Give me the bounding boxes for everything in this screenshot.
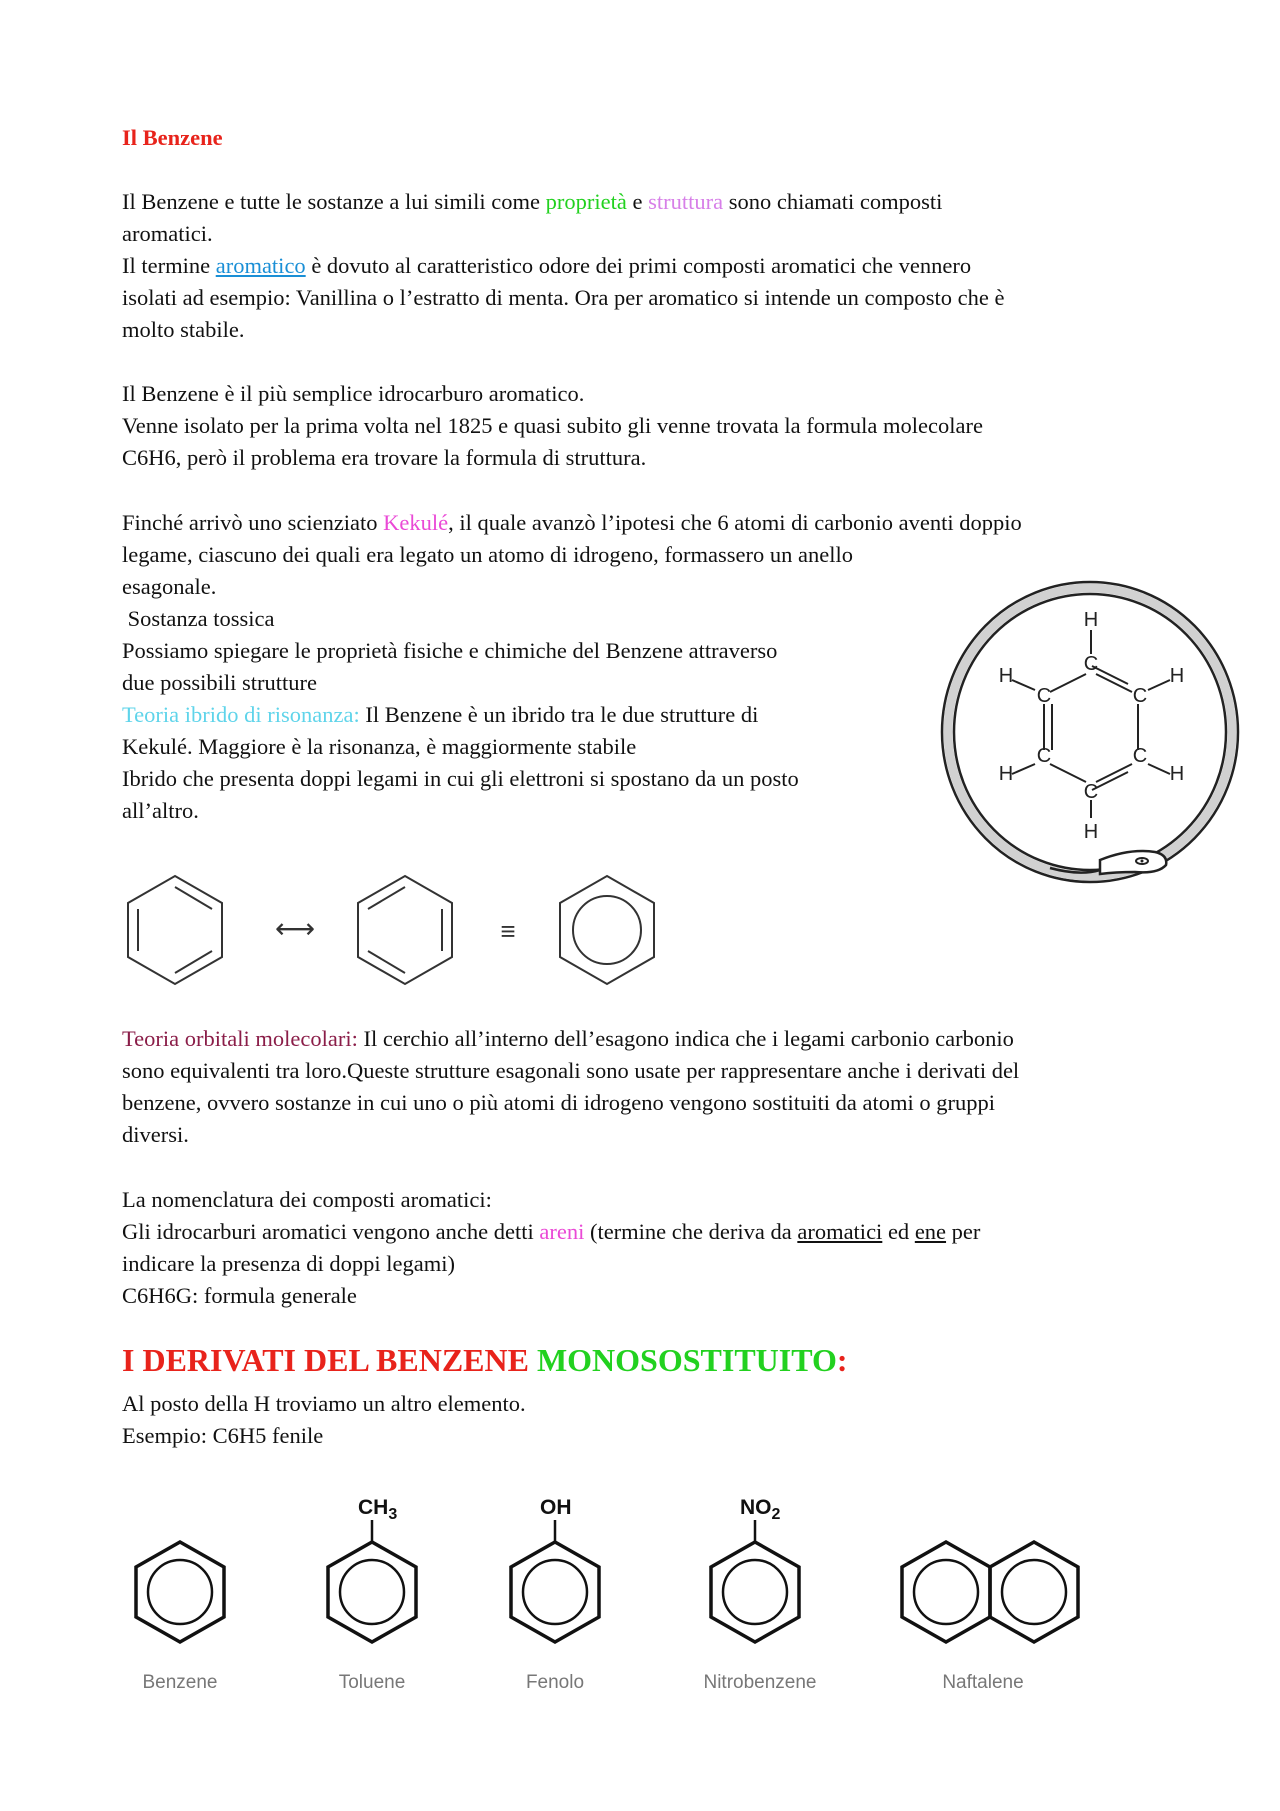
underline-ene: ene: [914, 1219, 947, 1244]
hybrid-structure: [560, 876, 654, 984]
label-nitrobenzene: Nitrobenzene: [703, 1672, 817, 1693]
underline-aromatici: aromatici: [797, 1219, 883, 1244]
label-benzene: Benzene: [142, 1672, 218, 1693]
paragraph-simplest-line2: Venne isolato per la prima volta nel 1825 e quasi subito gli venne trovata la formula molecolare: [122, 413, 983, 438]
paragraph-kekule-line1: Finché arrivò uno scienziato Kekulé, il quale avanzò l’ipotesi che 6 atomi di carbonio aventi doppio: [122, 510, 1022, 535]
atom-h-top: H: [1083, 609, 1099, 631]
resonance-arrow: ⟷: [274, 913, 316, 944]
atom-h-upper-left: H: [998, 665, 1014, 687]
highlight-teoria-orbitali: Teoria orbitali molecolari:: [122, 1026, 358, 1051]
label-toluene: Toluene: [338, 1672, 406, 1693]
paragraph-term-line3: molto stabile.: [122, 317, 245, 342]
kekule-structure-2: [358, 876, 452, 984]
paragraph-aromatic-line2: aromatici.: [122, 221, 213, 246]
paragraph-orbitals-line3: benzene, ovvero sostanze in cui uno o più atomi di idrogeno vengono sostituiti da atomi o gruppi: [122, 1090, 995, 1115]
fenolo-structure: [511, 1520, 599, 1642]
toluene-substituent: $CH_3$: [358, 1496, 398, 1523]
ouroboros-kekule-figure: [930, 570, 1255, 905]
paragraph-resonance-line1: Teoria ibrido di risonanza: Il Benzene è un ibrido tra le due strutture di: [122, 702, 759, 727]
atom-c-top: C: [1083, 653, 1099, 675]
link-aromatico[interactable]: aromatico: [215, 253, 306, 278]
atom-c-upper-right: C: [1132, 685, 1148, 707]
paragraph-resonance-line3: Ibrido che presenta doppi legami in cui gli elettroni si spostano da un posto: [122, 766, 799, 791]
highlight-struttura: struttura: [648, 189, 724, 214]
atom-c-lower-left: C: [1036, 745, 1052, 767]
paragraph-kekule-line3: esagonale.: [122, 574, 217, 599]
toluene-structure: [328, 1520, 416, 1642]
paragraph-resonance-line4: all’altro.: [122, 798, 199, 823]
section2-line2: Esempio: C6H5 fenile: [122, 1423, 324, 1448]
fenolo-substituent: OH: [540, 1496, 572, 1519]
naftalene-structure: [902, 1542, 1078, 1642]
label-fenolo: Fenolo: [525, 1672, 585, 1693]
paragraph-orbitals-line2: sono equivalenti tra loro.Queste strutture esagonali sono usate per rappresentare anche i derivati del: [122, 1058, 1020, 1083]
nitrobenzene-structure: [711, 1520, 799, 1642]
paragraph-nomenclature-line1: La nomenclatura dei composti aromatici:: [122, 1187, 492, 1212]
paragraph-nomenclature-line2: Gli idrocarburi aromatici vengono anche detti areni (termine che deriva da aromatici ed ene per: [122, 1219, 981, 1244]
paragraph-kekule-line6: due possibili strutture: [122, 670, 317, 695]
atom-h-upper-right: H: [1169, 665, 1185, 687]
section2-line1: Al posto della H troviamo un altro elemento.: [122, 1391, 526, 1416]
paragraph-aromatic-line1: Il Benzene e tutte le sostanze a lui simili come proprietà e struttura sono chiamati composti: [122, 189, 943, 214]
paragraph-simplest-line3: C6H6, però il problema era trovare la formula di struttura.: [122, 445, 647, 470]
nitro-substituent: $NO_2$: [740, 1496, 781, 1523]
equivalence-symbol: ≡: [500, 916, 516, 946]
atom-c-lower-right: C: [1132, 745, 1148, 767]
paragraph-kekule-line2: legame, ciascuno dei quali era legato un atomo di idrogeno, formassero un anello: [122, 542, 854, 567]
atom-c-bottom: C: [1083, 781, 1099, 803]
paragraph-orbitals-line1: Teoria orbitali molecolari: Il cerchio all’interno dell’esagono indica che i legami carbonio carbonio: [122, 1026, 1014, 1051]
paragraph-kekule-line5: Possiamo spiegare le proprietà fisiche e chimiche del Benzene attraverso: [122, 638, 778, 663]
highlight-kekule: Kekulé: [383, 510, 449, 535]
paragraph-orbitals-line4: diversi.: [122, 1122, 189, 1147]
paragraph-resonance-line2: Kekulé. Maggiore è la risonanza, è maggiormente stabile: [122, 734, 637, 759]
paragraph-nomenclature-line3: indicare la presenza di doppi legami): [122, 1251, 455, 1276]
label-naftalene: Naftalene: [942, 1672, 1024, 1693]
atom-h-lower-right: H: [1169, 763, 1185, 785]
paragraph-kekule-line4: Sostanza tossica: [122, 606, 275, 631]
section-heading-derivati: I DERIVATI DEL BENZENE MONOSOSTITUITO:: [122, 1342, 848, 1378]
paragraph-nomenclature-line4: C6H6G: formula generale: [122, 1283, 357, 1308]
atom-c-upper-left: C: [1036, 685, 1052, 707]
highlight-teoria-risonanza: Teoria ibrido di risonanza:: [122, 702, 360, 727]
highlight-proprieta: proprietà: [545, 189, 627, 214]
atom-h-lower-left: H: [998, 763, 1014, 785]
benzene-structure: [136, 1542, 224, 1642]
resonance-figure: [120, 866, 670, 996]
derivatives-figure: [120, 1480, 1090, 1700]
atom-h-bottom: H: [1083, 821, 1099, 843]
page-title: Il Benzene: [122, 125, 223, 150]
paragraph-simplest-line1: Il Benzene è il più semplice idrocarburo aromatico.: [122, 381, 585, 406]
highlight-areni: areni: [539, 1219, 585, 1244]
paragraph-term-line1: Il termine aromatico è dovuto al caratteristico odore dei primi composti aromatici che vennero: [122, 253, 972, 278]
kekule-structure-1: [128, 876, 222, 984]
paragraph-term-line2: isolati ad esempio: Vanillina o l’estratto di menta. Ora per aromatico si intende un composto che è: [122, 285, 1005, 310]
